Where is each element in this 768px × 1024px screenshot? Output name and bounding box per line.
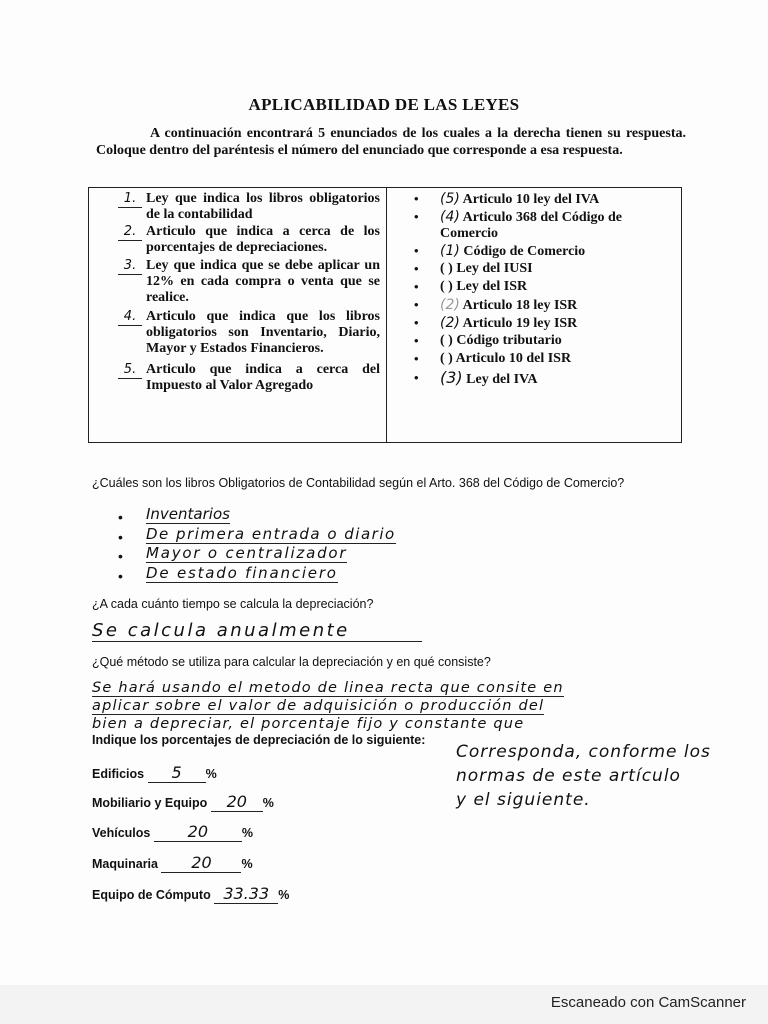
statement-text: Articulo que indica a cerca del Impuesto al Valor Agregado	[146, 362, 380, 393]
pct-maquinaria	[92, 853, 253, 873]
statement-text: Articulo que indica a cerca de los porcentajes de depreciaciones.	[146, 224, 380, 255]
answer-mark: (5)	[440, 191, 460, 207]
bullet-icon: •	[414, 297, 419, 312]
percentages-heading: Indique los porcentajes de depreciación de lo siguiente:	[92, 733, 426, 747]
pct-label: Equipo de Cómputo	[92, 888, 211, 902]
handwritten-answer: Mayor o centralizador	[146, 544, 348, 562]
pct-value: 33.33	[214, 884, 278, 904]
percent-sign: %	[205, 767, 217, 781]
answer-7	[414, 315, 674, 332]
handwritten-line-2: aplicar sobre el valor de adquisición o producción del	[92, 698, 545, 714]
pct-label: Vehículos	[92, 826, 151, 840]
pct-label: Mobiliario y Equipo	[92, 796, 208, 810]
answer-mark: (1)	[440, 243, 460, 259]
percent-sign: %	[241, 826, 253, 840]
answer-mark: (2)	[440, 297, 460, 313]
answer-mark: (4)	[440, 209, 460, 225]
answer-text: Articulo 10 ley del IVA	[462, 192, 600, 207]
statement-5	[118, 362, 380, 394]
answer-text: Articulo 368 del Código de Comercio	[440, 210, 623, 241]
statement-number: 3.	[118, 258, 142, 275]
pct-label: Edificios	[92, 767, 145, 781]
bullet-icon: •	[414, 279, 419, 294]
answer-8	[414, 333, 674, 349]
statement-3	[118, 258, 380, 306]
statement-number: 4.	[118, 309, 142, 326]
answer-2	[414, 209, 674, 242]
statement-text: Ley que indica que se debe aplicar un 12% en cada compra o venta que se realice.	[146, 258, 380, 305]
answer-9	[414, 351, 674, 367]
answer-text: Articulo 18 ley ISR	[462, 298, 578, 313]
answer-mark: ( )	[440, 261, 453, 276]
answer-text: Ley del IUSI	[456, 261, 533, 276]
question-depreciation-frequency: ¿A cada cuánto tiempo se calcula la depreciación?	[92, 597, 374, 611]
question-books: ¿Cuáles son los libros Obligatorios de Contabilidad según el Arto. 368 del Código de Comercio?	[92, 476, 625, 490]
answer-text: Ley del IVA	[466, 372, 538, 387]
bullet-icon: •	[118, 529, 123, 545]
pct-value: 20	[211, 792, 263, 812]
instructions: A continuación encontrará 5 enunciados de los cuales a la derecha tienen su respuesta. Coloque dentro del paréntesis el número del enunciado que corresponde a esa respuesta.	[96, 126, 686, 158]
table-divider	[386, 187, 387, 443]
bullet-icon: •	[414, 333, 419, 348]
answer-3	[414, 243, 674, 260]
percent-sign: %	[241, 857, 253, 871]
answer-4	[414, 261, 674, 277]
bullet-icon: •	[414, 351, 419, 366]
pct-value: 20	[161, 853, 241, 873]
answer-text: Articulo 19 ley ISR	[462, 316, 578, 331]
answer-mark: ( )	[440, 279, 453, 294]
handwritten-answer: De estado financiero	[146, 564, 338, 582]
answer-text: Articulo 10 del ISR	[455, 351, 572, 366]
answer-6	[414, 297, 674, 314]
bullet-icon: •	[118, 548, 123, 564]
answer-10	[414, 370, 674, 388]
statement-number: 2.	[118, 224, 142, 241]
handwritten-answer: Inventarios	[146, 505, 230, 523]
document-title: APLICABILIDAD DE LAS LEYES	[248, 95, 520, 114]
bullet-icon: •	[118, 568, 123, 584]
pct-computo	[92, 884, 289, 904]
pct-vehiculos	[92, 822, 253, 842]
bullet-icon: •	[118, 509, 123, 525]
scanner-watermark: Escaneado con CamScanner	[550, 994, 746, 1011]
answer-mark: ( )	[440, 351, 453, 366]
pct-value: 5	[148, 763, 206, 783]
pct-mobiliario	[92, 792, 274, 812]
statement-number: 1.	[118, 191, 142, 208]
handwritten-line-1: Se hará usando el metodo de linea recta que consite en	[92, 680, 564, 696]
statement-2	[118, 224, 380, 256]
pct-edificios	[92, 763, 217, 783]
percent-sign: %	[278, 888, 290, 902]
pct-value: 20	[154, 822, 242, 842]
answer-5	[414, 279, 674, 295]
answer-mark: ( )	[440, 333, 453, 348]
answer-mark: (3)	[440, 368, 463, 387]
statement-text: Ley que indica los libros obligatorios de la contabilidad	[146, 191, 380, 222]
answer-text: Código tributario	[456, 333, 562, 348]
statement-text: Articulo que indica que los libros obligatorios son Inventario, Diario, Mayor y Estados Financieros.	[146, 309, 380, 356]
bullet-icon: •	[414, 261, 419, 276]
bullet-icon: •	[414, 191, 419, 206]
handwritten-answer: De primera entrada o diario	[146, 525, 396, 543]
statement-number: 5.	[118, 362, 142, 379]
bullet-icon: •	[414, 315, 419, 330]
answer-text: Ley del ISR	[456, 279, 528, 294]
handwritten-answer: Se calcula anualmente	[92, 620, 422, 642]
pct-label: Maquinaria	[92, 857, 158, 871]
bullet-icon: •	[414, 209, 419, 224]
question-depreciation-method: ¿Qué método se utiliza para calcular la depreciación y en qué consiste?	[92, 655, 491, 669]
handwritten-line-3: bien a depreciar, el porcentaje fijo y constante que	[92, 716, 525, 732]
answer-text: Código de Comercio	[463, 244, 586, 259]
statement-4	[118, 309, 380, 357]
bullet-icon: •	[414, 370, 419, 385]
handwritten-continuation: Corresponda, conforme los normas de este artículo y el siguiente.	[456, 742, 711, 810]
percent-sign: %	[262, 796, 274, 810]
answer-mark: (2)	[440, 315, 460, 331]
statement-1	[118, 191, 380, 223]
answer-1	[414, 191, 674, 208]
bullet-icon: •	[414, 243, 419, 258]
